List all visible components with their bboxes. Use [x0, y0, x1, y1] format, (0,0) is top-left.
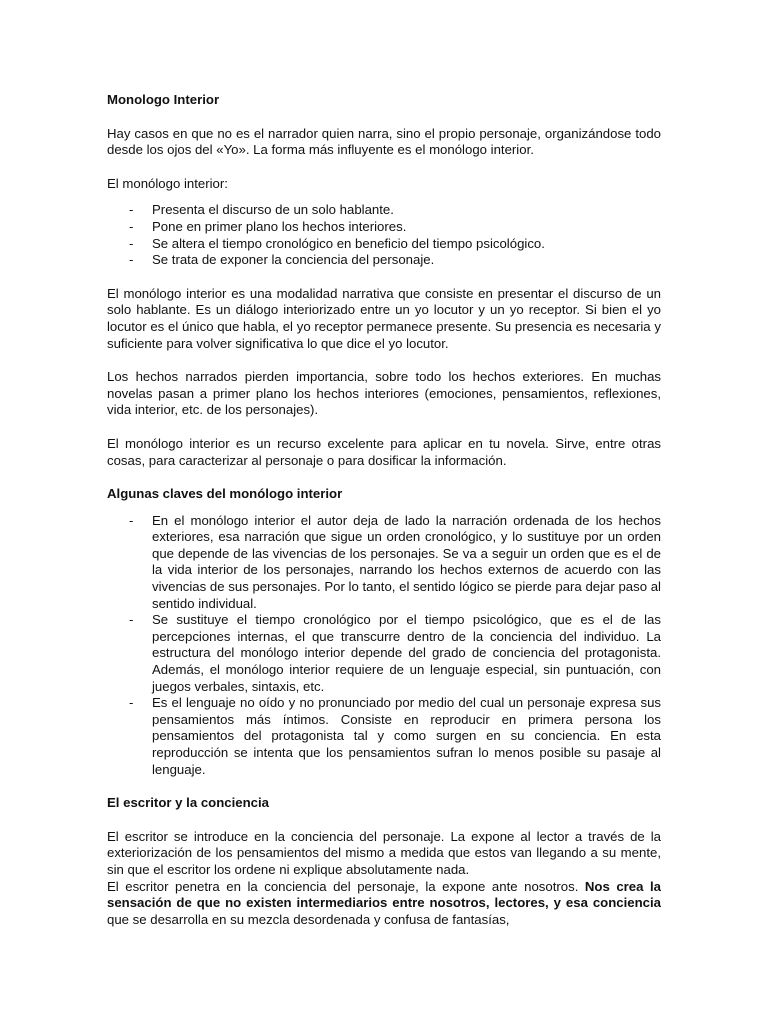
list-item: - Presenta el discurso de un solo hablante.	[129, 202, 394, 218]
list-item: - En el monólogo interior el autor deja de lado la narración ordenada de los hechos exteriores, esa narración que sigue un orden cronológico, y lo sustituye por un orden que depende de las vivencias de los personajes. Se va a seguir un orden que es el de la vida interior de los personajes, narrando los hechos externos de acuerdo con las vivencias de sus personajes. Por lo tanto, el sentido lógico se pierde para dejar paso al sentido individual.	[129, 512, 661, 611]
list-item: - Es el lenguaje no oído y no pronunciado por medio del cual un personaje expresa sus pensamientos más íntimos. Consiste en reproducir en primera persona los pensamientos del protagonista tal y como surgen en su conciencia. En esta reproducción se intenta que los pensamientos sufran lo menos posible su pasaje al lenguaje.	[129, 695, 661, 777]
features-list	[107, 202, 661, 268]
paragraph-list-intro: El monólogo interior:	[107, 175, 228, 191]
paragraph-intro: Hay casos en que no es el narrador quien narra, sino el propio personaje, organizándose todo desde los ojos del «Yo». La forma más influyente es el monólogo interior.	[107, 125, 661, 158]
list-item: - Se sustituye el tiempo cronológico por el tiempo psicológico, que es el de las percepciones internas, el que transcurre dentro de la conciencia del individuo. La estructura del monólogo interior depende del grado de conciencia del protagonista. Además, el monólogo interior requiere de un lenguaje especial, sin puntuación, con juegos verbales, sintaxis, etc.	[129, 612, 661, 694]
claves-list	[107, 513, 661, 779]
list-item: - Se trata de exponer la conciencia del personaje.	[129, 252, 435, 268]
bullet-dash: -	[129, 612, 134, 628]
bullet-dash: -	[129, 252, 134, 268]
bullet-dash: -	[129, 512, 134, 528]
paragraph-hechos: Los hechos narrados pierden importancia, sobre todo los hechos exteriores. En muchas novelas pasan a primer plano los hechos interiores (emociones, pensamientos, reflexiones, vida interior, etc. de los personajes).	[107, 369, 661, 418]
heading-monologo-interior: Monologo Interior	[107, 92, 220, 107]
paragraph-escritor: El escritor se introduce en la conciencia del personaje. La expone al lector a través de la exteriorización de los pensamientos del mismo a medida que estos van llegando a su mente, sin que el escritor los ordene ni explique absolutamente nada.	[107, 828, 661, 877]
heading-escritor-conciencia: El escritor y la conciencia	[107, 795, 269, 811]
heading-claves: Algunas claves del monólogo interior	[107, 486, 343, 502]
bullet-dash: -	[129, 695, 134, 711]
paragraph-recurso: El monólogo interior es un recurso excelente para aplicar en tu novela. Sirve, entre otras cosas, para caracterizar al personaje o para dosificar la información.	[107, 435, 661, 468]
list-item: - Se altera el tiempo cronológico en beneficio del tiempo psicológico.	[129, 235, 545, 251]
document-body	[107, 92, 661, 945]
bullet-dash: -	[129, 218, 134, 234]
paragraph-penetra: El escritor penetra en la conciencia del personaje, la expone ante nosotros. Nos crea la sensación de que no existen intermediarios entre nosotros, lectores, y esa conciencia que se desarrolla en su mezcla desordenada y confusa de fantasías,	[107, 878, 661, 927]
paragraph-definition: El monólogo interior es una modalidad narrativa que consiste en presentar el discurso de un solo hablante. Es un diálogo interiorizado entre un yo locutor y un yo receptor. Si bien el yo locutor es el único que habla, el yo receptor permanece presente. Su presencia es necesaria y suficiente para volver significativa lo que dice el yo locutor.	[107, 285, 661, 351]
bullet-dash: -	[129, 235, 134, 251]
list-item: - Pone en primer plano los hechos interiores.	[129, 218, 407, 234]
bullet-dash: -	[129, 202, 134, 218]
bold-emphasis: Nos crea la sensación de que no existen intermediarios entre nosotros, lectores, y esa conciencia	[107, 878, 661, 911]
